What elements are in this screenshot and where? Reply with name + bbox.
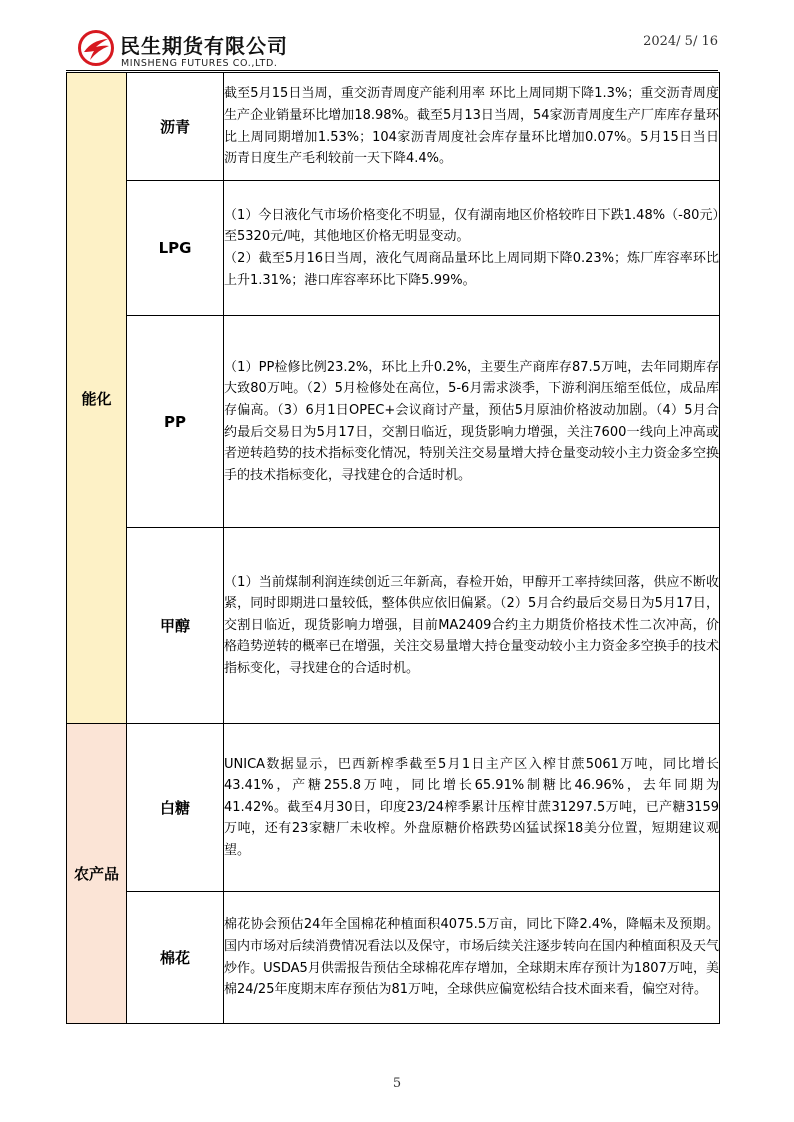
page-number: 5 <box>392 1076 402 1091</box>
table-row <box>67 181 720 316</box>
product-cell-pp <box>127 316 224 528</box>
company-name-cn: 民生期货有限公司 <box>120 34 288 58</box>
category-label: 农产品 <box>73 865 119 883</box>
category-label: 能化 <box>81 389 112 408</box>
product-label: PP <box>164 412 186 431</box>
product-label: 白糖 <box>159 799 190 817</box>
product-label: 甲醇 <box>159 617 190 635</box>
minsheng-logo-icon <box>78 30 114 66</box>
product-cell-asphalt <box>127 73 224 181</box>
product-cell-sugar <box>127 724 224 892</box>
table-row <box>67 892 720 1024</box>
commentary-cotton: 棉花协会预估24年全国棉花种植面积4075.5万亩，同比下降2.4%，降幅未及预期。国内市场对后续消费情况看法以及保守，市场后续关注逐步转向在国内种植面积及天气炒作。USDA5月供需报告预估全球棉花库存增加，全球期末库存预计为1807万吨，美棉24/25年度期末库存预估为81万吨，全球供应偏宽松结合技术面来看，偏空对待。 <box>224 892 720 1024</box>
product-label: LPG <box>158 239 192 257</box>
table-row <box>67 316 720 528</box>
table-row <box>67 73 720 181</box>
category-cell-agriculture <box>67 724 127 1024</box>
commentary-asphalt: 截至5月15日当周，重交沥青周度产能利用率 环比上周同期下降1.3%；重交沥青周度生产企业销量环比增加18.98%。截至5月13日当周，54家沥青周度生产厂库库存量环比上周同期增加1.53%；104家沥青周度社会库存量环比增加0.07%。5月15日当日沥青日度生产毛利较前一天下降4.4%。 <box>224 73 720 181</box>
category-cell-energy-chemicals <box>67 73 127 724</box>
company-name-en: MINSHENG FUTURES CO.,LTD. <box>121 58 278 69</box>
header-rule <box>66 70 718 71</box>
commentary-methanol: （1）当前煤制利润连续创近三年新高，春检开始，甲醇开工率持续回落，供应不断收紧，同时即期进口量较低，整体供应依旧偏紧。（2）5月合约最后交易日为5月17日，交割日临近，现货影响力增强，目前MA2409合约主力期货价格技术性二次冲高，价格趋势逆转的概率已在增强，关注交易量增大持仓量变动较小主力资金多空换手的技术指标变化，寻找建仓的合适时机。 <box>224 528 720 724</box>
commentary-lpg: （1）今日液化气市场价格变化不明显，仅有湖南地区价格较昨日下跌1.48%（-80元）至5320元/吨，其他地区价格无明显变动。 （2）截至5月16日当周，液化气周商品量环比上周同期下降0.23%；炼厂库容率环比上升1.31%；港口库容率环比下降5.99%。 <box>224 181 720 316</box>
commentary-sugar: UNICA数据显示，巴西新榨季截至5月1日主产区入榨甘蔗5061万吨，同比增长43.41%，产糖255.8万吨，同比增长65.91%制糖比46.96%，去年同期为41.42%。截至4月30日，印度23/24榨季累计压榨甘蔗31297.5万吨，已产糖3159万吨，还有23家糖厂未收榨。外盘原糖价格跌势凶猛试探18美分位置，短期建议观望。 <box>224 724 720 892</box>
commodity-commentary-table <box>66 72 720 1024</box>
product-cell-cotton <box>127 892 224 1024</box>
product-label: 棉花 <box>159 949 190 967</box>
report-date: 2024/ 5/ 16 <box>643 34 718 49</box>
product-cell-lpg <box>127 181 224 316</box>
product-label: 沥青 <box>159 118 190 136</box>
table-row <box>67 724 720 892</box>
table-row <box>67 528 720 724</box>
product-cell-methanol <box>127 528 224 724</box>
commentary-pp: （1）PP检修比例23.2%，环比上升0.2%，主要生产商库存87.5万吨，去年同期库存大致80万吨。（2）5月检修处在高位，5-6月需求淡季，下游利润压缩至低位，成品库存偏高。（3）6月1日OPEC+会议商讨产量，预估5月原油价格波动加剧。（4）5月合约最后交易日为5月17日，交割日临近，现货影响力增强，关注7600一线向上冲高或者逆转趋势的技术指标变化情况，特别关注交易量增大持仓量变动较小主力资金多空换手的技术指标变化，寻找建仓的合适时机。 <box>224 316 720 528</box>
page-header <box>0 0 794 72</box>
